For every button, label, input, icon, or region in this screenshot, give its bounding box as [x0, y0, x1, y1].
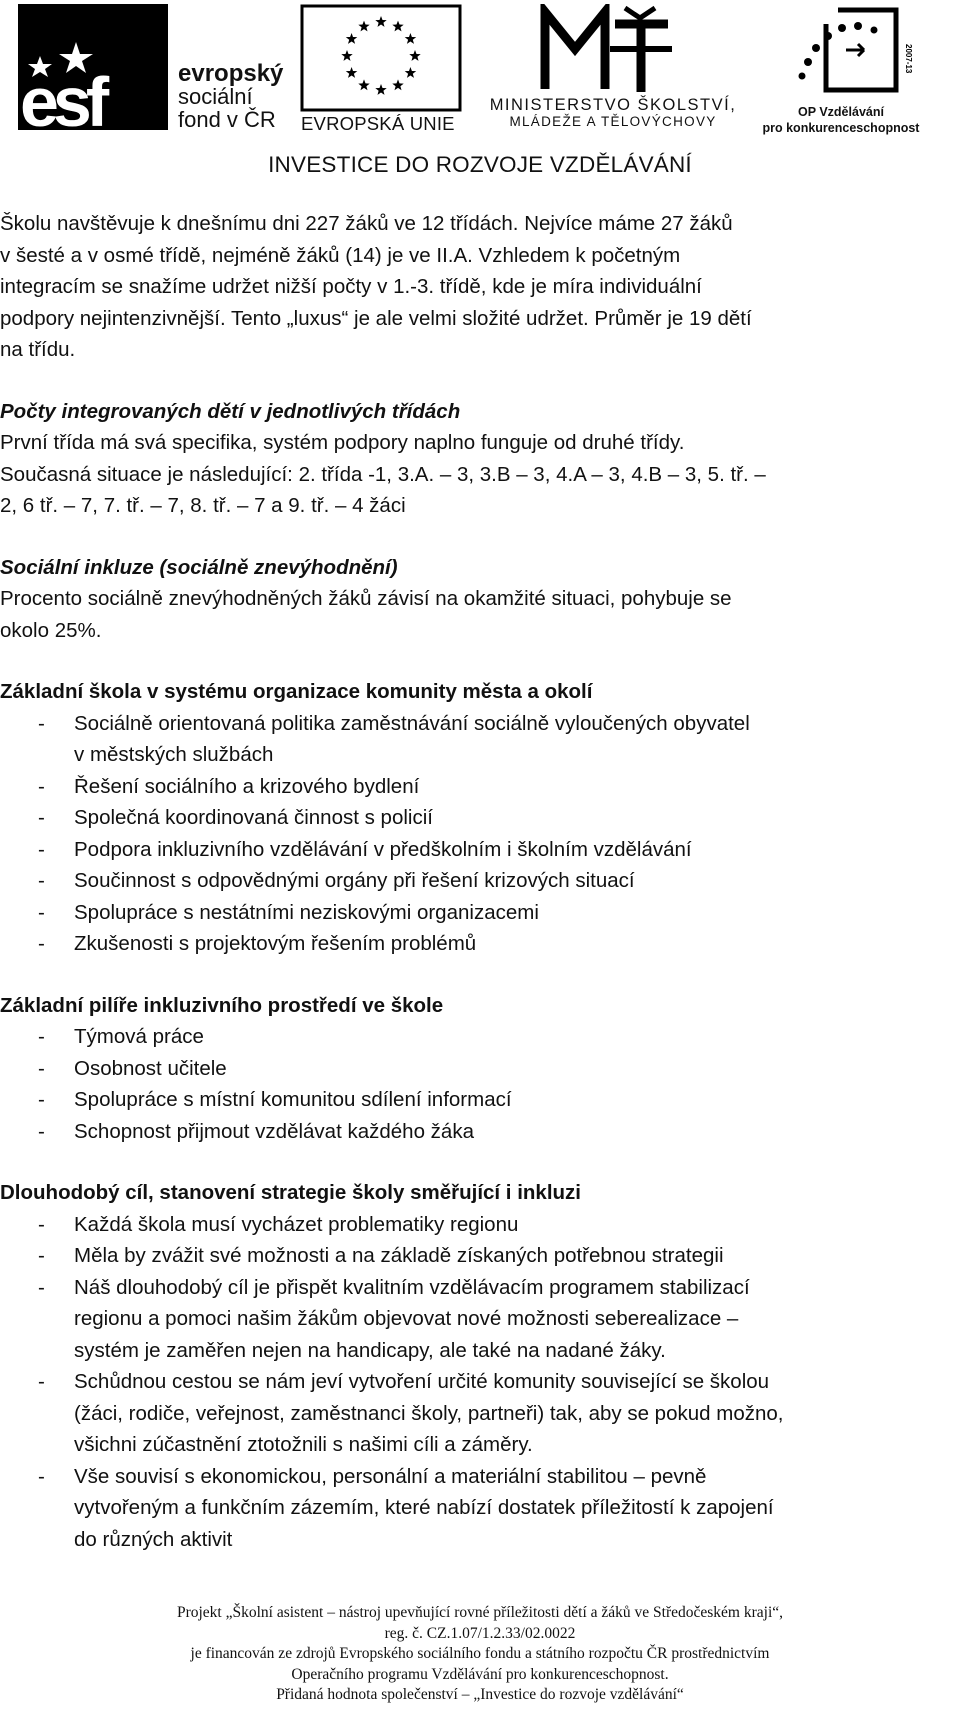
dash-marker: - — [38, 1244, 45, 1267]
dash-marker: - — [38, 1088, 45, 1111]
esf-line-1: evropský — [178, 60, 284, 87]
list-item-line: všichni zúčastnění ztotožnili s našimi cíli a záměry. — [74, 1433, 533, 1456]
op-years: 2007-13 — [904, 44, 913, 74]
dash-marker: - — [38, 869, 45, 892]
list-item — [0, 865, 960, 897]
dash-marker: - — [38, 900, 45, 924]
intro-paragraph — [0, 208, 960, 366]
list-item-line: Osobnost učitele — [74, 1056, 227, 1080]
intro-line: Školu navštěvuje k dnešnímu dni 227 žáků ve 12 třídách. Nejvíce máme 27 žáků — [0, 212, 733, 235]
esf-line-2: sociální — [178, 84, 253, 109]
dash-marker: - — [38, 711, 45, 735]
dash-marker: - — [38, 1025, 45, 1048]
dash-marker: - — [38, 837, 45, 861]
section-line: Procento sociálně znevýhodněných žáků závisí na okamžité situaci, pohybuje se — [0, 587, 732, 610]
footer-line: reg. č. CZ.1.07/1.2.33/02.0022 — [384, 1624, 576, 1642]
list-item — [0, 1240, 960, 1272]
dash-marker: - — [38, 1275, 45, 1299]
section-long-term-goal — [0, 1177, 960, 1555]
list-item — [0, 1084, 960, 1116]
list-item — [0, 1272, 960, 1367]
list-item-line: Podpora inkluzivního vzdělávání v předškolním i školním vzdělávání — [74, 837, 692, 861]
dash-marker: - — [38, 932, 45, 955]
dash-marker: - — [38, 1119, 45, 1143]
section-heading: Dlouhodobý cíl, stanovení strategie školy směřující i inkluzi — [0, 1181, 581, 1204]
op-logo — [790, 4, 914, 104]
op-wordmark — [756, 104, 926, 136]
section-heading: Sociální inkluze (sociálně znevýhodnění) — [0, 555, 398, 579]
list-item-line: Každá škola musí vycházet problematiky regionu — [74, 1212, 519, 1236]
section-heading: Počty integrovaných dětí v jednotlivých třídách — [0, 399, 461, 423]
list-item-line: Řešení sociálního a krizového bydlení — [74, 774, 420, 798]
list-item-line: Zkušenosti s projektovým řešením problémů — [74, 932, 477, 955]
list-item-line: Spolupráce s místní komunitou sdílení informací — [74, 1088, 512, 1111]
footer-line: Operačního programu Vzdělávání pro konkurenceschopnost. — [291, 1665, 669, 1683]
dash-marker: - — [38, 1370, 45, 1393]
list-item — [0, 1209, 960, 1241]
section-community — [0, 676, 960, 960]
section-line: Současná situace je následující: 2. třída -1, 3.A. – 3, 3.B – 3, 4.A – 3, 4.B – 3, 5. tř. – — [0, 462, 766, 486]
svg-text:esf: esf — [20, 63, 104, 134]
list-item-line: Měla by zvážit své možnosti a na základě získaných potřebnou strategii — [74, 1244, 724, 1267]
intro-line: na třídu. — [0, 338, 76, 361]
list-item-line: Spolupráce s nestátními neziskovými organizacemi — [74, 900, 539, 924]
footer-line: Přidaná hodnota společenství – „Investice do rozvoje vzdělávání“ — [276, 1686, 684, 1703]
list-item-line: (žáci, rodiče, veřejnost, zaměstnanci školy, partneři) tak, aby se pokud možno, — [74, 1401, 784, 1425]
list-item — [0, 897, 960, 929]
list-item-line: systém je zaměřen nejen na handicapy, ale také na nadané žáky. — [74, 1338, 666, 1362]
msmt-line-2: MLÁDEŽE A TĚLOVÝCHOVY — [509, 114, 717, 129]
list-item-line: do různých aktivit — [74, 1527, 233, 1551]
section-line: okolo 25%. — [0, 618, 102, 642]
section-integrated-children — [0, 396, 960, 522]
msmt-logo — [540, 4, 680, 96]
footer-line: Projekt „Školní asistent – nástroj upevňující rovné příležitosti dětí a žáků ve Středočeském kraji“, — [176, 1604, 784, 1621]
bullet-list — [0, 1209, 960, 1556]
msmt-line-1: MINISTERSTVO ŠKOLSTVÍ, — [489, 96, 737, 114]
dash-marker: - — [38, 1212, 45, 1236]
list-item — [0, 834, 960, 866]
list-item — [0, 708, 960, 771]
list-item — [0, 1116, 960, 1148]
bullet-list — [0, 1021, 960, 1147]
op-line-2: pro konkurenceschopnost — [762, 121, 920, 135]
list-item-line: Týmová práce — [74, 1025, 204, 1048]
list-item-line: Schopnost přijmout vzdělávat každého žáka — [74, 1119, 474, 1143]
section-line: První třída má svá specifika, systém podpory naplno funguje od druhé třídy. — [0, 431, 685, 454]
intro-line: podpory nejintenzivnější. Tento „luxus“ je ale velmi složité udržet. Průměr je 19 dětí — [0, 306, 752, 330]
header-logos — [0, 0, 960, 177]
document-body — [0, 208, 960, 1555]
footer — [0, 1603, 960, 1706]
dash-marker: - — [38, 1464, 45, 1488]
list-item-line: Vše souvisí s ekonomickou, personální a materiální stabilitou – pevně — [74, 1464, 707, 1488]
list-item-line: Společná koordinovaná činnost s policií — [74, 806, 433, 829]
op-line-1: OP Vzdělávání — [798, 105, 884, 119]
list-item-line: Sociálně orientovaná politika zaměstnávání sociálně vyloučených obyvatel — [74, 711, 750, 735]
eu-flag-logo — [300, 4, 462, 112]
list-item-line: Náš dlouhodobý cíl je přispět kvalitním vzdělávacím programem stabilizací — [74, 1275, 750, 1299]
eu-label: EVROPSKÁ UNIE — [301, 113, 455, 134]
list-item — [0, 1021, 960, 1053]
list-item — [0, 771, 960, 803]
section-line: 2, 6 tř. – 7, 7. tř. – 7, 8. tř. – 7 a 9. tř. – 4 žáci — [0, 494, 406, 517]
list-item — [0, 1461, 960, 1556]
intro-line: integracím se snažíme udržet nižší počty v 1.-3. třídě, kde je míra individuální — [0, 275, 702, 298]
list-item — [0, 1366, 960, 1461]
list-item-line: Součinnost s odpovědnými orgány při řešení krizových situací — [74, 869, 635, 892]
section-heading: Základní pilíře inkluzivního prostředí ve škole — [0, 993, 444, 1017]
dash-marker: - — [38, 1056, 45, 1080]
esf-line-3: fond v ČR — [178, 107, 276, 132]
banner-title: INVESTICE DO ROZVOJE VZDĚLÁVÁNÍ — [268, 152, 692, 177]
footer-line: je financován ze zdrojů Evropského sociálního fondu a státního rozpočtu ČR prostřednictvím — [190, 1645, 770, 1662]
esf-wordmark — [178, 62, 283, 131]
list-item-line: regionu a pomoci našim žákům objevovat nové možnosti seberealizace – — [74, 1307, 739, 1330]
dash-marker: - — [38, 806, 45, 829]
list-item-line: vytvořeným a funkčním zázemím, které nabízí dostatek příležitostí k zapojení — [74, 1496, 774, 1519]
section-pillars — [0, 990, 960, 1148]
list-item — [0, 928, 960, 960]
section-heading: Základní škola v systému organizace komunity města a okolí — [0, 680, 593, 703]
esf-logo — [18, 4, 178, 134]
dash-marker: - — [38, 774, 45, 798]
list-item — [0, 1053, 960, 1085]
list-item — [0, 802, 960, 834]
bullet-list — [0, 708, 960, 960]
intro-line: v šesté a v osmé třídě, nejméně žáků (14) je ve II.A. Vzhledem k početným — [0, 243, 681, 267]
list-item-line: Schůdnou cestou se nám jeví vytvoření určité komunity související se školou — [74, 1370, 770, 1393]
list-item-line: v městských službách — [74, 743, 274, 766]
section-social-inclusion — [0, 552, 960, 647]
msmt-wordmark — [476, 96, 750, 129]
